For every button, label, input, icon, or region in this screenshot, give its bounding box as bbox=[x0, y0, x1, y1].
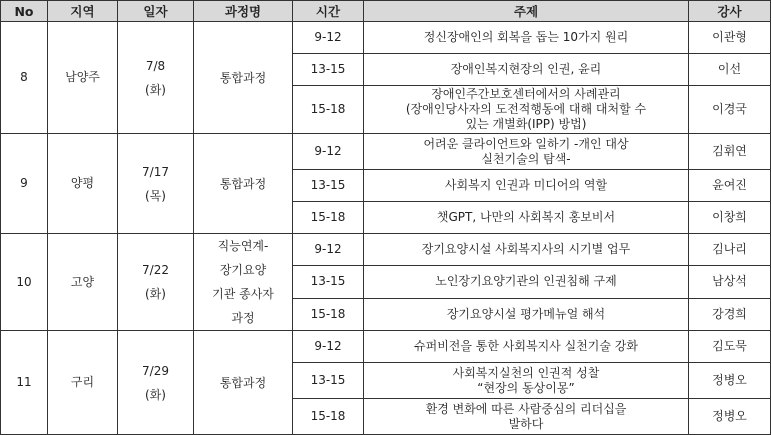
group-region: 남양주 bbox=[48, 22, 118, 134]
session-topic: 정신장애인의 회복을 돕는 10가지 원리 bbox=[364, 22, 689, 54]
table-row bbox=[1, 22, 771, 54]
session-topic: 장기요양시설 사회복지사의 시기별 업무 bbox=[364, 234, 689, 266]
header-no: No bbox=[1, 1, 48, 22]
session-time: 13-15 bbox=[293, 363, 364, 399]
group-course: 통합과정 bbox=[194, 134, 293, 234]
group-number: 10 bbox=[1, 234, 48, 331]
session-time: 9-12 bbox=[293, 134, 364, 170]
header-time: 시간 bbox=[293, 1, 364, 22]
group-date-cell bbox=[118, 331, 194, 435]
group-day: (화) bbox=[145, 387, 166, 402]
header-instructor: 강사 bbox=[689, 1, 771, 22]
group-day: (화) bbox=[145, 82, 166, 97]
session-instructor: 이경국 bbox=[689, 86, 771, 134]
group-number: 9 bbox=[1, 134, 48, 234]
group-date: 7/29 bbox=[142, 363, 169, 378]
group-date: 7/22 bbox=[142, 263, 169, 277]
group-date-cell bbox=[118, 22, 194, 134]
group-region: 구리 bbox=[48, 331, 118, 435]
group-day: (목) bbox=[145, 188, 166, 203]
session-instructor: 윤여진 bbox=[689, 170, 771, 202]
session-time: 15-18 bbox=[293, 298, 364, 330]
session-topic: 장애인주간보호센터에서의 사례관리 (장애인당사자의 도전적행동에 대해 대처할 수 있는 개별화(IPP) 방법) bbox=[364, 86, 689, 134]
group-region: 고양 bbox=[48, 234, 118, 331]
table-row bbox=[1, 134, 771, 170]
session-topic: 사회복지실천의 인권적 성찰 “현장의 동상이몽” bbox=[364, 363, 689, 399]
header-region: 지역 bbox=[48, 1, 118, 22]
group-region: 양평 bbox=[48, 134, 118, 234]
session-time: 9-12 bbox=[293, 22, 364, 54]
session-instructor: 정병오 bbox=[689, 399, 771, 435]
session-instructor: 남상석 bbox=[689, 266, 771, 298]
header-course: 과정명 bbox=[194, 1, 293, 22]
session-instructor: 김휘연 bbox=[689, 134, 771, 170]
session-instructor: 강경희 bbox=[689, 298, 771, 330]
group-date: 7/8 bbox=[145, 58, 166, 73]
header-topic: 주제 bbox=[364, 1, 689, 22]
session-time: 13-15 bbox=[293, 266, 364, 298]
table-row bbox=[1, 331, 771, 363]
group-number: 8 bbox=[1, 22, 48, 134]
session-topic: 챗GPT, 나만의 사회복지 홍보비서 bbox=[364, 202, 689, 234]
session-time: 9-12 bbox=[293, 234, 364, 266]
session-instructor: 정병오 bbox=[689, 363, 771, 399]
session-instructor: 이창희 bbox=[689, 202, 771, 234]
group-date: 7/17 bbox=[142, 164, 169, 179]
table-row bbox=[1, 234, 771, 266]
session-time: 15-18 bbox=[293, 399, 364, 435]
group-date-cell bbox=[118, 134, 194, 234]
session-topic: 환경 변화에 따른 사람중심의 리더십을 발하다 bbox=[364, 399, 689, 435]
session-topic: 슈퍼비전을 통한 사회복지사 실천기술 강화 bbox=[364, 331, 689, 363]
session-topic: 장애인복지현장의 인권, 윤리 bbox=[364, 54, 689, 86]
session-instructor: 김나리 bbox=[689, 234, 771, 266]
session-time: 13-15 bbox=[293, 54, 364, 86]
session-time: 15-18 bbox=[293, 202, 364, 234]
session-topic: 어려운 클라이언트와 일하기 -개인 대상 실천기술의 탐색- bbox=[364, 134, 689, 170]
group-course: 통합과정 bbox=[194, 22, 293, 134]
session-instructor: 이관형 bbox=[689, 22, 771, 54]
group-date-cell bbox=[118, 234, 194, 331]
session-topic: 노인장기요양기관의 인권침해 구제 bbox=[364, 266, 689, 298]
session-topic: 사회복지 인권과 미디어의 역할 bbox=[364, 170, 689, 202]
header-date: 일자 bbox=[118, 1, 194, 22]
session-time: 13-15 bbox=[293, 170, 364, 202]
header-row bbox=[1, 1, 771, 22]
group-day: (화) bbox=[145, 287, 166, 301]
session-instructor: 이선 bbox=[689, 54, 771, 86]
group-number: 11 bbox=[1, 331, 48, 435]
group-course: 통합과정 bbox=[194, 331, 293, 435]
session-instructor: 김도묵 bbox=[689, 331, 771, 363]
group-course: 직능연계- 장기요양 기관 종사자 과정 bbox=[194, 234, 293, 331]
session-topic: 장기요양시설 평가메뉴얼 해석 bbox=[364, 298, 689, 330]
session-time: 15-18 bbox=[293, 86, 364, 134]
session-time: 9-12 bbox=[293, 331, 364, 363]
